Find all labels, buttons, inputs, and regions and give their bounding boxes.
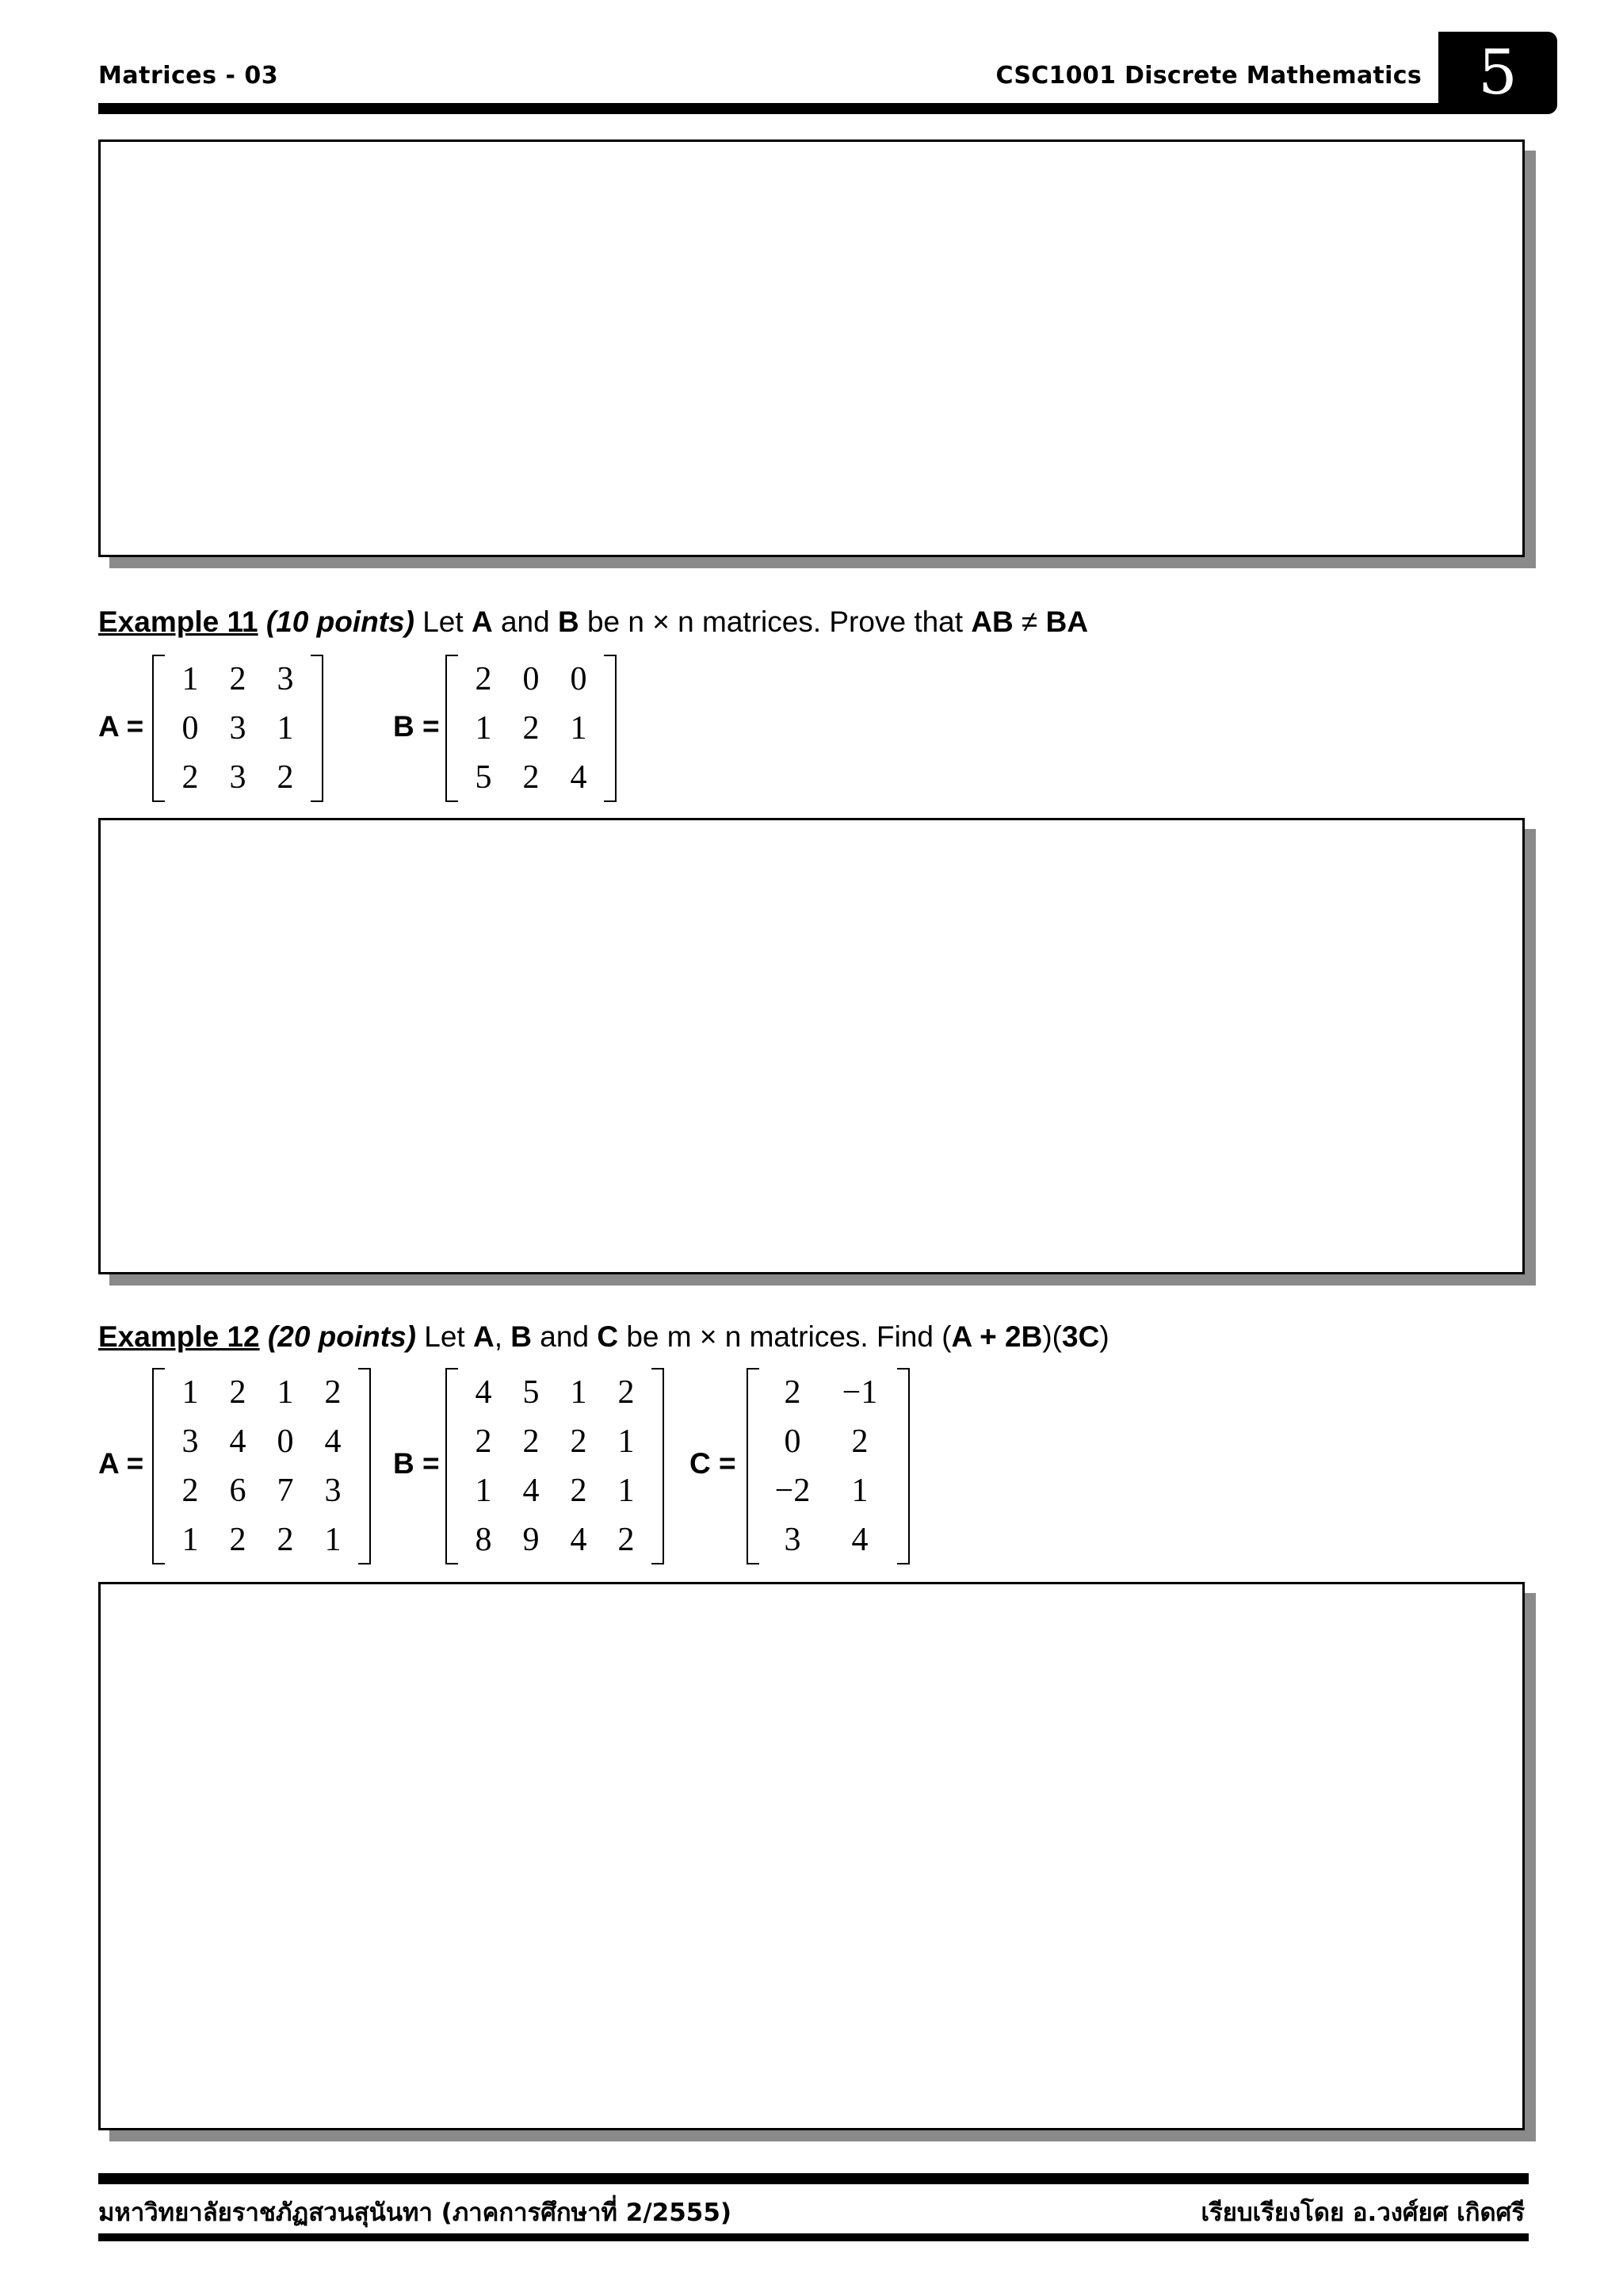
matrix-cell: 4	[570, 759, 587, 796]
answer-box-area[interactable]	[98, 139, 1525, 557]
matrix-cell: 2	[522, 710, 540, 747]
example-12-matrix-a	[166, 1368, 357, 1564]
example-11-label: Example 11	[98, 606, 258, 638]
matrix-cell: 3	[277, 661, 294, 697]
header-chapter-title: Matrices - 03	[98, 62, 279, 90]
matrix-cell: 4	[570, 1522, 587, 1558]
matrix-cell: 2	[181, 1473, 199, 1509]
footer-university: มหาวิทยาลัยราชภัฏสวนสุนันทา (ภาคการศึกษาที่ 2/2555)	[98, 2199, 732, 2227]
matrix-cell: 1	[181, 661, 199, 697]
answer-box-example-11[interactable]	[98, 818, 1525, 1274]
matrix-cell: 1	[181, 1522, 199, 1558]
matrix-cell: 3	[229, 710, 246, 747]
matrix-cell: 2	[277, 759, 294, 796]
answer-box-previous[interactable]	[98, 139, 1525, 557]
matrix-cell: 2	[475, 1423, 492, 1460]
matrix-c-label: C =	[689, 1447, 736, 1480]
matrix-cell: 2	[784, 1374, 801, 1411]
matrix-cell: 4	[229, 1423, 246, 1460]
matrix-cell: 3	[229, 759, 246, 796]
matrix-b-label: B =	[393, 710, 440, 743]
matrix-cell: 0	[784, 1423, 801, 1460]
matrix-cell: 2	[617, 1374, 635, 1411]
answer-box-example-12[interactable]	[98, 1582, 1525, 2130]
matrix-cell: 1	[475, 1473, 492, 1509]
header-course-title: CSC1001 Discrete Mathematics	[995, 62, 1422, 90]
matrix-cell: 2	[324, 1374, 342, 1411]
example-12-statement: Example 12 (20 points) Let A, B and C be m × n matrices. Find (A + 2B)(3C)	[98, 1320, 1109, 1353]
example-11-statement: Example 11 (10 points) Let A and B be n × n matrices. Prove that AB ≠ BA	[98, 606, 1089, 638]
matrix-cell: 0	[570, 661, 587, 697]
example-11-points: (10 points)	[265, 606, 414, 638]
matrix-cell: 4	[522, 1473, 540, 1509]
matrix-cell: 1	[475, 710, 492, 747]
matrix-a-label: A =	[98, 1447, 144, 1480]
matrix-cell: 1	[570, 1374, 587, 1411]
page-number-badge: 5	[1438, 32, 1557, 114]
matrix-cell: 1	[324, 1522, 342, 1558]
matrix-cell: 4	[851, 1522, 869, 1558]
matrix-cell: 0	[277, 1423, 294, 1460]
matrix-cell: 5	[522, 1374, 540, 1411]
matrix-cell: 2	[570, 1423, 587, 1460]
matrix-cell: 6	[229, 1473, 246, 1509]
matrix-cell: 0	[522, 661, 540, 697]
matrix-cell: 2	[617, 1522, 635, 1558]
matrix-cell: −2	[774, 1473, 811, 1509]
matrix-cell: 2	[570, 1473, 587, 1509]
matrix-cell: 2	[851, 1423, 869, 1460]
matrix-cell: 3	[784, 1522, 801, 1558]
answer-box-area[interactable]	[98, 818, 1525, 1274]
matrix-cell: 2	[229, 1522, 246, 1558]
example-12-matrix-b	[460, 1368, 650, 1564]
matrix-cell: 2	[181, 759, 199, 796]
answer-box-area[interactable]	[98, 1582, 1525, 2130]
footer-rule-top	[98, 2173, 1529, 2184]
matrix-b-label: B =	[393, 1447, 440, 1480]
matrix-cell: 5	[475, 759, 492, 796]
matrix-cell: 0	[181, 710, 199, 747]
matrix-cell: 1	[181, 1374, 199, 1411]
matrix-cell: 2	[522, 759, 540, 796]
matrix-cell: 3	[324, 1473, 342, 1509]
footer-rule-bottom	[98, 2233, 1529, 2241]
example-11-matrix-b	[460, 655, 602, 802]
matrix-cell: 2	[229, 661, 246, 697]
matrix-a-label: A =	[98, 710, 144, 743]
matrix-cell: 3	[181, 1423, 199, 1460]
matrix-cell: 9	[522, 1522, 540, 1558]
matrix-cell: 2	[522, 1423, 540, 1460]
footer-author: เรียบเรียงโดย อ.วงศ์ยศ เกิดศรี	[1201, 2199, 1525, 2227]
example-12-matrix-c	[761, 1368, 896, 1564]
matrix-cell: 1	[617, 1473, 635, 1509]
matrix-cell: 1	[277, 1374, 294, 1411]
matrix-cell: 1	[617, 1423, 635, 1460]
matrix-cell: 1	[851, 1473, 869, 1509]
matrix-cell: 4	[475, 1374, 492, 1411]
header-rule	[98, 103, 1537, 114]
example-12-points: (20 points)	[267, 1320, 416, 1353]
matrix-cell: −1	[842, 1374, 878, 1411]
matrix-cell: 2	[277, 1522, 294, 1558]
matrix-cell: 2	[229, 1374, 246, 1411]
example-12-label: Example 12	[98, 1320, 260, 1353]
matrix-cell: 1	[570, 710, 587, 747]
matrix-cell: 8	[475, 1522, 492, 1558]
matrix-cell: 4	[324, 1423, 342, 1460]
example-11-matrix-a	[166, 655, 309, 802]
matrix-cell: 7	[277, 1473, 294, 1509]
matrix-cell: 2	[475, 661, 492, 697]
matrix-cell: 1	[277, 710, 294, 747]
